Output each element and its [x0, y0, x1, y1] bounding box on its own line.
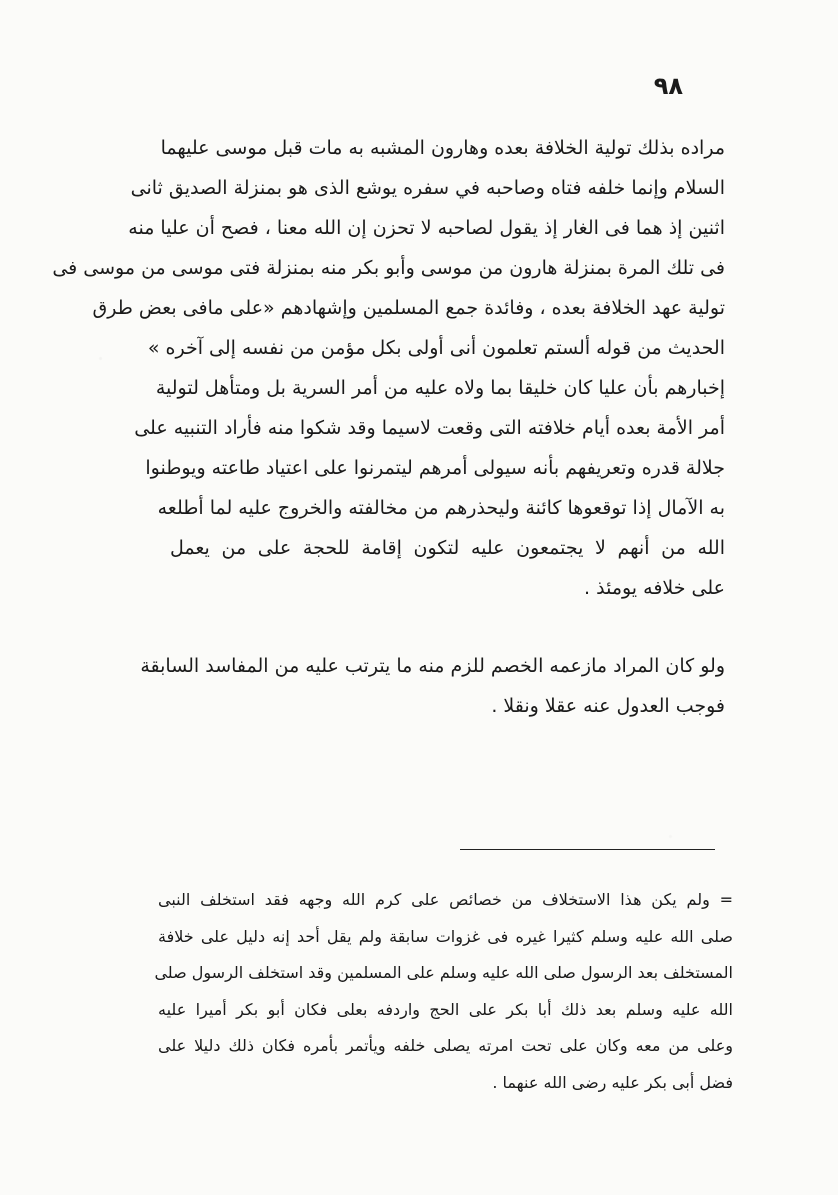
page-number: ٩٨	[653, 72, 683, 100]
text-line: الحديث من قوله ألستم تعلمون أنى أولى بكل مؤمن من نفسه إلى آخره »	[147, 337, 725, 359]
main-paragraph	[52, 128, 725, 608]
text-line: جلالة قدره وتعريفهم بأنه سيولى أمرهم ليتمرنوا على اعتياد طاعته ويوطنوا	[145, 457, 725, 479]
text-line: مراده بذلك تولية الخلافة بعده وهارون المشبه به مات قبل موسى عليهما	[160, 137, 725, 159]
footnote-divider	[460, 849, 715, 850]
footnote-line: = ولم يكن هذا الاستخلاف من خصائص على كرم الله وجهه فقد استخلف النبى	[158, 890, 733, 909]
text-line: اثنين إذ هما فى الغار إذ يقول لصاحبه لا تحزن إن الله معنا ، فصح أن عليا منه	[128, 217, 725, 239]
text-line: على خلافه يومئذ .	[584, 577, 725, 599]
text-line: فوجب العدول عنه عقلا ونقلا .	[491, 695, 725, 717]
footnote-line: صلى الله عليه وسلم كثيرا غيره فى غزوات سابقة ولم يقل أحد إنه دليل على خلافة	[158, 926, 733, 946]
text-line: الله من أنهم لا يجتمعون عليه لتكون إقامة للحجة على من يعمل	[170, 537, 725, 559]
text-line: فى تلك المرة بمنزلة هارون من موسى وأبو بكر منه بمنزلة فتى موسى من موسى فى	[52, 257, 725, 279]
footnote-line: فضل أبى بكر عليه رضى الله عنهما .	[492, 1072, 733, 1092]
footnote	[154, 882, 733, 1101]
footnote-line: وعلى من معه وكان على تحت امرته يصلى خلفه ويأتمر بأمره فكان ذلك دليلا على	[158, 1036, 733, 1055]
text-line: به الآمال إذا توقعوها كائنة وليحذرهم من مخالفته والخروج عليه لما أطلعه	[157, 497, 725, 519]
text-line: السلام وإنما خلفه فتاه وصاحبه في سفره يوشع الذى هو بمنزلة الصديق ثانى	[130, 177, 725, 199]
second-paragraph	[140, 646, 725, 726]
text-line: إخبارهم بأن عليا كان خليقا بما ولاه عليه من أمر السرية بل ومتأهل لتولية	[155, 377, 725, 399]
footnote-line: الله عليه وسلم بعد ذلك أبا بكر على الحج واردفه بعلى فكان أبو بكر أميرا عليه	[158, 999, 733, 1019]
text-line: أمر الأمة بعده أيام خلافته التى وقعت لاسيما وقد شكوا منه فأراد التنبيه على	[134, 417, 725, 439]
text-line: تولية عهد الخلافة بعده ، وفائدة جمع المسلمين وإشهادهم «على مافى بعض طرق	[92, 297, 725, 319]
footnote-line: المستخلف بعد الرسول صلى الله عليه وسلم على المسلمين وقد استخلف الرسول صلى	[154, 963, 733, 982]
text-line: ولو كان المراد مازعمه الخصم للزم منه ما يترتب عليه من المفاسد السابقة	[140, 655, 725, 677]
